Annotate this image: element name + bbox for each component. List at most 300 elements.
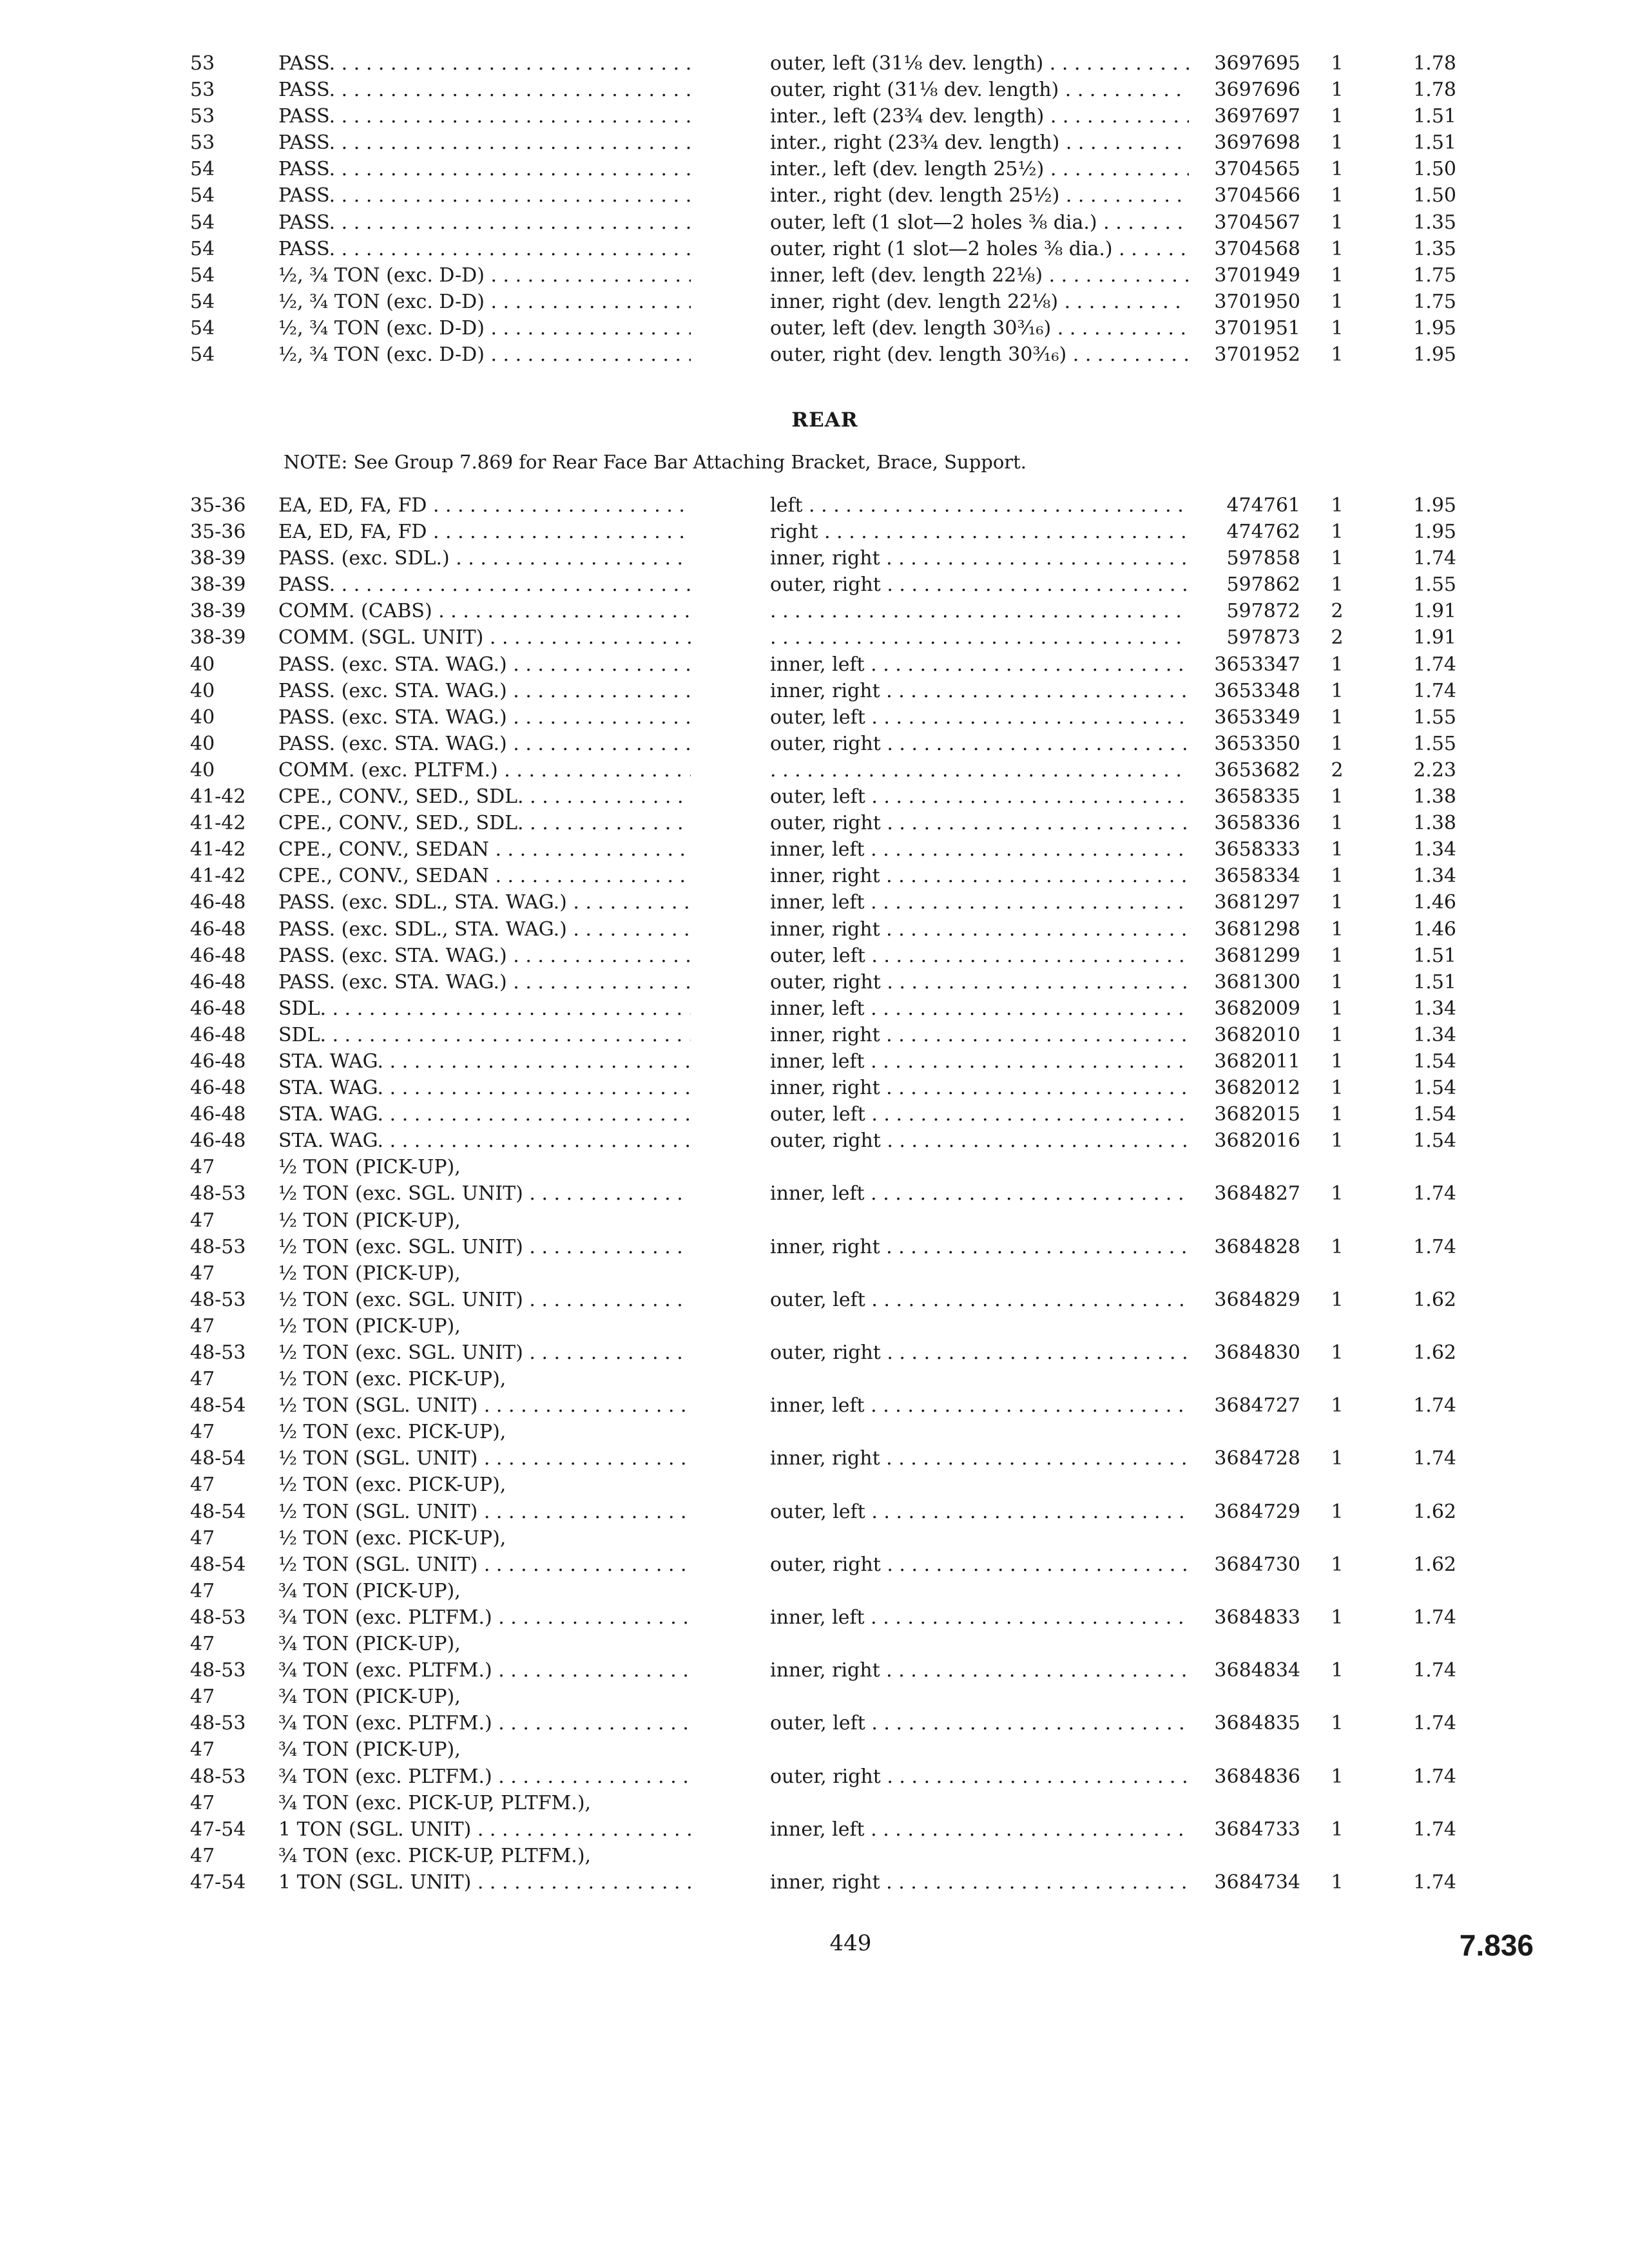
table-row (0, 315, 1629, 341)
model-years-cell: 47 (190, 1474, 215, 1497)
description-cell: inter., right (dev. length 25½) . . . (770, 182, 1189, 209)
model-years-cell: 41-42 (190, 865, 246, 888)
model-cell: ½ TON (exc. PICK-UP), (278, 1368, 506, 1391)
price-cell: 1.74 (1413, 653, 1456, 676)
price-cell: 1.75 (1413, 290, 1456, 313)
table-row (0, 1657, 1629, 1684)
model-years-cell: 47 (190, 1526, 215, 1550)
model-years-cell: 40 (190, 679, 215, 702)
table-row (0, 130, 1629, 156)
quantity-cell: 1 (1331, 838, 1344, 861)
price-cell: 1.62 (1413, 1341, 1456, 1364)
part-number-cell: 3681298 (1214, 918, 1300, 941)
part-number-cell: 3658334 (1214, 865, 1300, 888)
model-years-cell: 48-53 (190, 1288, 246, 1311)
model-cell: ½, ¾ TON (exc. D-D) . . . (278, 315, 691, 341)
table-row (0, 1366, 1629, 1392)
price-cell: 1.51 (1413, 131, 1456, 155)
table-row (0, 1101, 1629, 1128)
quantity-cell: 1 (1331, 1870, 1344, 1894)
description-cell: outer, right . . . (770, 969, 1189, 995)
table-row (0, 757, 1629, 783)
quantity-cell: 1 (1331, 1235, 1344, 1258)
model-years-cell: 47 (190, 1314, 215, 1338)
model-years-cell: 35-36 (190, 494, 246, 517)
model-cell: ½, ¾ TON (exc. D-D) . . . (278, 262, 691, 289)
price-cell: 1.74 (1413, 1765, 1456, 1788)
model-years-cell: 47 (190, 1262, 215, 1285)
part-number-cell: 3653349 (1214, 706, 1300, 729)
description-cell: outer, right . . . (770, 731, 1189, 757)
model-cell: ½ TON (exc. SGL. UNIT) . . . (278, 1180, 691, 1207)
table-row (0, 1552, 1629, 1578)
part-number-cell: 3701952 (1214, 343, 1300, 367)
table-row (0, 341, 1629, 368)
quantity-cell: 1 (1331, 521, 1344, 544)
part-number-cell: 3684733 (1214, 1818, 1300, 1841)
quantity-cell: 1 (1331, 732, 1344, 755)
model-cell: STA. WAG. . . . (278, 1128, 691, 1154)
quantity-cell: 1 (1331, 1818, 1344, 1841)
description-cell (770, 598, 1189, 624)
description-cell: inner, left . . . (770, 889, 1189, 916)
quantity-cell: 1 (1331, 679, 1344, 702)
model-years-cell: 47 (190, 1791, 215, 1814)
model-cell: PASS. . . . (278, 209, 691, 236)
quantity-cell: 1 (1331, 865, 1344, 888)
price-cell: 1.78 (1413, 79, 1456, 102)
model-years-cell: 46-48 (190, 918, 246, 941)
description-cell: inner, left (dev. length 22⅛) . . . (770, 262, 1189, 289)
model-cell: PASS. (exc. STA. WAG.) . . . (278, 969, 691, 995)
model-years-cell: 48-53 (190, 1341, 246, 1364)
model-years-cell: 47 (190, 1368, 215, 1391)
table-row (0, 1048, 1629, 1075)
part-number-cell: 597862 (1226, 573, 1300, 597)
table-row (0, 1340, 1629, 1366)
group-number: 7.836 (1459, 1928, 1534, 1962)
quantity-cell: 1 (1331, 105, 1344, 128)
part-number-cell: 3681299 (1214, 944, 1300, 967)
price-cell: 1.51 (1413, 970, 1456, 994)
model-years-cell: 53 (190, 105, 215, 128)
description-cell: outer, right . . . (770, 810, 1189, 836)
model-years-cell: 47 (190, 1844, 215, 1867)
quantity-cell: 1 (1331, 290, 1344, 313)
description-cell: inner, right . . . (770, 678, 1189, 704)
model-cell: CPE., CONV., SEDAN . . . (278, 836, 691, 863)
model-years-cell: 47 (190, 1421, 215, 1444)
model-cell: COMM. (CABS) . . . (278, 598, 691, 624)
quantity-cell: 1 (1331, 1712, 1344, 1735)
description-cell: inner, left . . . (770, 1604, 1189, 1631)
table-row (0, 1790, 1629, 1816)
quantity-cell: 2 (1331, 758, 1344, 782)
model-cell: ¾ TON (exc. PLTFM.) . . . (278, 1710, 691, 1736)
description-cell: inner, right (dev. length 22⅛) . . . (770, 289, 1189, 315)
part-number-cell: 3697696 (1214, 79, 1300, 102)
price-cell: 1.38 (1413, 785, 1456, 809)
quantity-cell: 1 (1331, 944, 1344, 967)
part-number-cell: 3682011 (1214, 1050, 1300, 1073)
description-cell: outer, right (1 slot—2 holes ⅜ dia.) . . . (770, 236, 1189, 262)
quantity-cell: 1 (1331, 184, 1344, 207)
rear-note: NOTE: See Group 7.869 for Rear Face Bar Attaching Bracket, Brace, Support. (284, 451, 1027, 473)
quantity-cell: 1 (1331, 573, 1344, 597)
model-years-cell: 46-48 (190, 997, 246, 1020)
table-row (0, 182, 1629, 209)
quantity-cell: 1 (1331, 264, 1344, 287)
description-cell: outer, left . . . (770, 1101, 1189, 1128)
description-cell: inter., left (23¾ dev. length) . . . (770, 103, 1189, 130)
model-years-cell: 46-48 (190, 1103, 246, 1126)
model-years-cell: 47 (190, 1156, 215, 1179)
model-cell: ½ TON (SGL. UNIT) . . . (278, 1445, 691, 1472)
model-cell: ½ TON (exc. SGL. UNIT) . . . (278, 1340, 691, 1366)
model-cell: COMM. (exc. PLTFM.) . . . (278, 757, 691, 783)
quantity-cell: 1 (1331, 1765, 1344, 1788)
quantity-cell: 1 (1331, 1606, 1344, 1629)
table-row (0, 1816, 1629, 1843)
description-cell: inner, left . . . (770, 995, 1189, 1022)
price-cell: 1.34 (1413, 838, 1456, 861)
price-cell: 1.50 (1413, 158, 1456, 181)
table-row (0, 1128, 1629, 1154)
description-cell: inner, left . . . (770, 1816, 1189, 1843)
model-years-cell: 53 (190, 131, 215, 155)
quantity-cell: 1 (1331, 1129, 1344, 1153)
part-number-cell: 3682016 (1214, 1129, 1300, 1153)
description-cell: inner, right . . . (770, 863, 1189, 889)
description-cell: outer, right (31⅛ dev. length) . . . (770, 77, 1189, 103)
description-cell: inner, right . . . (770, 1869, 1189, 1896)
description-cell: outer, left (31⅛ dev. length) . . . (770, 50, 1189, 77)
price-cell: 1.34 (1413, 865, 1456, 888)
part-number-cell: 3701949 (1214, 264, 1300, 287)
table-row (0, 704, 1629, 731)
model-cell: ½ TON (SGL. UNIT) . . . (278, 1392, 691, 1419)
model-years-cell: 54 (190, 290, 215, 313)
model-cell: ½ TON (exc. SGL. UNIT) . . . (278, 1287, 691, 1313)
part-number-cell: 3653348 (1214, 679, 1300, 702)
quantity-cell: 1 (1331, 1050, 1344, 1073)
quantity-cell: 2 (1331, 626, 1344, 649)
model-years-cell: 47 (190, 1209, 215, 1232)
description-cell: outer, right . . . (770, 1340, 1189, 1366)
quantity-cell: 1 (1331, 237, 1344, 260)
description-cell: outer, left (dev. length 30³⁄₁₆) . . . (770, 315, 1189, 341)
quantity-cell: 1 (1331, 1288, 1344, 1311)
part-number-cell: 3697698 (1214, 131, 1300, 155)
price-cell: 1.95 (1413, 316, 1456, 340)
table-row (0, 624, 1629, 651)
model-cell: PASS. . . . (278, 156, 691, 182)
model-years-cell: 54 (190, 343, 215, 367)
model-years-cell: 47-54 (190, 1818, 246, 1841)
model-cell: PASS. . . . (278, 77, 691, 103)
table-row (0, 1869, 1629, 1896)
quantity-cell: 1 (1331, 158, 1344, 181)
part-number-cell: 3684830 (1214, 1341, 1300, 1364)
table-row (0, 492, 1629, 519)
price-cell: 1.95 (1413, 343, 1456, 367)
model-years-cell: 38-39 (190, 600, 246, 623)
model-cell: PASS. . . . (278, 103, 691, 130)
part-number-cell: 3704565 (1214, 158, 1300, 181)
quantity-cell: 1 (1331, 211, 1344, 234)
description-cell: inner, right . . . (770, 1075, 1189, 1101)
price-cell: 1.35 (1413, 211, 1456, 234)
description-cell: inner, left . . . (770, 651, 1189, 678)
model-years-cell: 46-48 (190, 1050, 246, 1073)
model-cell: PASS. . . . (278, 50, 691, 77)
model-cell: SDL. . . . (278, 995, 691, 1022)
price-cell: 1.74 (1413, 1870, 1456, 1894)
price-cell: 1.74 (1413, 1235, 1456, 1258)
model-years-cell: 40 (190, 732, 215, 755)
table-row (0, 969, 1629, 995)
table-row (0, 1472, 1629, 1498)
quantity-cell: 1 (1331, 891, 1344, 914)
model-cell: PASS. (exc. SDL., STA. WAG.) . . . (278, 916, 691, 943)
front-parts-table (0, 50, 1629, 368)
part-number-cell: 3704567 (1214, 211, 1300, 234)
quantity-cell: 1 (1331, 997, 1344, 1020)
model-years-cell: 40 (190, 758, 215, 782)
price-cell: 1.74 (1413, 1447, 1456, 1470)
model-cell: ¾ TON (exc. PLTFM.) . . . (278, 1763, 691, 1790)
price-cell: 1.91 (1413, 626, 1456, 649)
part-number-cell: 474761 (1226, 494, 1300, 517)
price-cell: 1.51 (1413, 105, 1456, 128)
table-row (0, 1499, 1629, 1525)
model-years-cell: 40 (190, 653, 215, 676)
model-cell: ¾ TON (PICK-UP), (278, 1579, 461, 1602)
part-number-cell: 3658336 (1214, 812, 1300, 835)
table-row (0, 262, 1629, 289)
table-row (0, 598, 1629, 624)
part-number-cell: 3658335 (1214, 785, 1300, 809)
price-cell: 1.74 (1413, 1712, 1456, 1735)
part-number-cell: 597872 (1226, 600, 1300, 623)
model-years-cell: 41-42 (190, 785, 246, 809)
price-cell: 1.50 (1413, 184, 1456, 207)
part-number-cell: 3682010 (1214, 1023, 1300, 1046)
description-cell: left . . . (770, 492, 1189, 519)
table-row (0, 1763, 1629, 1790)
price-cell: 1.46 (1413, 891, 1456, 914)
model-years-cell: 48-54 (190, 1553, 246, 1576)
price-cell: 1.46 (1413, 918, 1456, 941)
page-number: 449 (829, 1930, 872, 1956)
table-row (0, 572, 1629, 598)
quantity-cell: 1 (1331, 1447, 1344, 1470)
table-row (0, 836, 1629, 863)
part-number-cell: 3684728 (1214, 1447, 1300, 1470)
model-cell: PASS. . . . (278, 572, 691, 598)
table-row (0, 1684, 1629, 1710)
price-cell: 1.74 (1413, 1182, 1456, 1206)
part-number-cell: 3684828 (1214, 1235, 1300, 1258)
price-cell: 1.55 (1413, 573, 1456, 597)
description-cell: inner, right . . . (770, 1445, 1189, 1472)
part-number-cell: 3697697 (1214, 105, 1300, 128)
model-cell: ½ TON (PICK-UP), (278, 1262, 461, 1285)
part-number-cell: 3653350 (1214, 732, 1300, 755)
model-cell: ¾ TON (PICK-UP), (278, 1686, 461, 1709)
part-number-cell: 3701951 (1214, 316, 1300, 340)
model-years-cell: 48-53 (190, 1235, 246, 1258)
model-years-cell: 41-42 (190, 838, 246, 861)
part-number-cell: 3682012 (1214, 1077, 1300, 1100)
part-number-cell: 3653347 (1214, 653, 1300, 676)
model-cell: ½ TON (SGL. UNIT) . . . (278, 1499, 691, 1525)
model-cell: STA. WAG. . . . (278, 1075, 691, 1101)
model-years-cell: 48-53 (190, 1606, 246, 1629)
price-cell: 1.54 (1413, 1103, 1456, 1126)
quantity-cell: 1 (1331, 812, 1344, 835)
model-years-cell: 38-39 (190, 547, 246, 570)
price-cell: 1.95 (1413, 494, 1456, 517)
description-cell: inter., right (23¾ dev. length) . . . (770, 130, 1189, 156)
description-cell: outer, left . . . (770, 1287, 1189, 1313)
model-cell: EA, ED, FA, FD . . . (278, 519, 691, 545)
description-cell: inner, right . . . (770, 545, 1189, 572)
price-cell: 1.34 (1413, 997, 1456, 1020)
part-number-cell: 3684727 (1214, 1394, 1300, 1418)
table-row (0, 1022, 1629, 1048)
price-cell: 1.62 (1413, 1288, 1456, 1311)
description-cell: outer, left . . . (770, 943, 1189, 969)
description-cell: inter., left (dev. length 25½) . . . (770, 156, 1189, 182)
model-cell: 1 TON (SGL. UNIT) . . . (278, 1869, 691, 1896)
model-years-cell: 48-53 (190, 1712, 246, 1735)
model-cell: STA. WAG. . . . (278, 1101, 691, 1128)
part-number-cell: 3684835 (1214, 1712, 1300, 1735)
quantity-cell: 1 (1331, 131, 1344, 155)
description-cell: outer, left (1 slot—2 holes ⅜ dia.) . . . (770, 209, 1189, 236)
description-cell: right . . . (770, 519, 1189, 545)
quantity-cell: 1 (1331, 494, 1344, 517)
description-cell: inner, left . . . (770, 1180, 1189, 1207)
model-years-cell: 54 (190, 264, 215, 287)
price-cell: 1.38 (1413, 812, 1456, 835)
table-row (0, 995, 1629, 1022)
model-years-cell: 48-53 (190, 1659, 246, 1682)
model-cell: PASS. . . . (278, 182, 691, 209)
model-cell: ½ TON (exc. PICK-UP), (278, 1526, 506, 1550)
description-cell: outer, right . . . (770, 1763, 1189, 1790)
price-cell: 1.54 (1413, 1129, 1456, 1153)
model-cell: SDL. . . . (278, 1022, 691, 1048)
price-cell: 1.54 (1413, 1077, 1456, 1100)
quantity-cell: 1 (1331, 1182, 1344, 1206)
table-row (0, 1180, 1629, 1207)
description-cell: outer, right . . . (770, 1552, 1189, 1578)
model-cell: COMM. (SGL. UNIT) . . . (278, 624, 691, 651)
quantity-cell: 1 (1331, 1659, 1344, 1682)
price-cell: 1.91 (1413, 600, 1456, 623)
table-row (0, 1525, 1629, 1552)
quantity-cell: 1 (1331, 1077, 1344, 1100)
model-cell: ½ TON (exc. SGL. UNIT) . . . (278, 1234, 691, 1260)
quantity-cell: 1 (1331, 785, 1344, 809)
description-cell: inner, right . . . (770, 916, 1189, 943)
model-cell: PASS. . . . (278, 236, 691, 262)
price-cell: 1.74 (1413, 679, 1456, 702)
description-cell: inner, right . . . (770, 1234, 1189, 1260)
description-cell: outer, left . . . (770, 704, 1189, 731)
model-cell: PASS. (exc. STA. WAG.) . . . (278, 704, 691, 731)
model-cell: ¾ TON (exc. PLTFM.) . . . (278, 1657, 691, 1684)
table-row (0, 1260, 1629, 1287)
model-years-cell: 54 (190, 237, 215, 260)
part-number-cell: 3682015 (1214, 1103, 1300, 1126)
model-years-cell: 47 (190, 1633, 215, 1656)
price-cell: 1.74 (1413, 547, 1456, 570)
quantity-cell: 2 (1331, 600, 1344, 623)
model-cell: PASS. (exc. STA. WAG.) . . . (278, 651, 691, 678)
quantity-cell: 1 (1331, 79, 1344, 102)
model-years-cell: 46-48 (190, 1077, 246, 1100)
model-cell: ¾ TON (exc. PICK-UP, PLTFM.), (278, 1844, 592, 1867)
model-cell: PASS. (exc. STA. WAG.) . . . (278, 943, 691, 969)
quantity-cell: 1 (1331, 1500, 1344, 1523)
part-number-cell: 474762 (1226, 521, 1300, 544)
model-years-cell: 48-53 (190, 1182, 246, 1206)
price-cell: 1.78 (1413, 52, 1456, 75)
model-cell: PASS. (exc. SDL., STA. WAG.) . . . (278, 889, 691, 916)
model-years-cell: 48-54 (190, 1447, 246, 1470)
quantity-cell: 1 (1331, 1103, 1344, 1126)
price-cell: 1.74 (1413, 1818, 1456, 1841)
price-cell: 1.74 (1413, 1394, 1456, 1418)
quantity-cell: 1 (1331, 547, 1344, 570)
table-row (0, 77, 1629, 103)
table-row (0, 519, 1629, 545)
model-years-cell: 53 (190, 52, 215, 75)
price-cell: 1.55 (1413, 706, 1456, 729)
table-row (0, 156, 1629, 182)
description-cell: outer, right . . . (770, 1128, 1189, 1154)
table-row (0, 1207, 1629, 1234)
table-row (0, 236, 1629, 262)
table-row (0, 1154, 1629, 1180)
description-cell: inner, left . . . (770, 836, 1189, 863)
model-cell: ½ TON (SGL. UNIT) . . . (278, 1552, 691, 1578)
price-cell: 1.95 (1413, 521, 1456, 544)
model-years-cell: 54 (190, 211, 215, 234)
description-cell: outer, left . . . (770, 1710, 1189, 1736)
model-cell: PASS. (exc. STA. WAG.) . . . (278, 678, 691, 704)
model-years-cell: 46-48 (190, 1023, 246, 1046)
quantity-cell: 1 (1331, 1023, 1344, 1046)
model-cell: STA. WAG. . . . (278, 1048, 691, 1075)
model-years-cell: 47 (190, 1686, 215, 1709)
quantity-cell: 1 (1331, 1553, 1344, 1576)
description-cell: outer, right (dev. length 30³⁄₁₆) . . . (770, 341, 1189, 368)
model-years-cell: 41-42 (190, 812, 246, 835)
model-cell: ½ TON (PICK-UP), (278, 1314, 461, 1338)
price-cell: 1.55 (1413, 732, 1456, 755)
model-cell: CPE., CONV., SEDAN . . . (278, 863, 691, 889)
price-cell: 1.54 (1413, 1050, 1456, 1073)
quantity-cell: 1 (1331, 706, 1344, 729)
quantity-cell: 1 (1331, 970, 1344, 994)
table-row (0, 1313, 1629, 1340)
quantity-cell: 1 (1331, 918, 1344, 941)
price-cell: 1.74 (1413, 1606, 1456, 1629)
